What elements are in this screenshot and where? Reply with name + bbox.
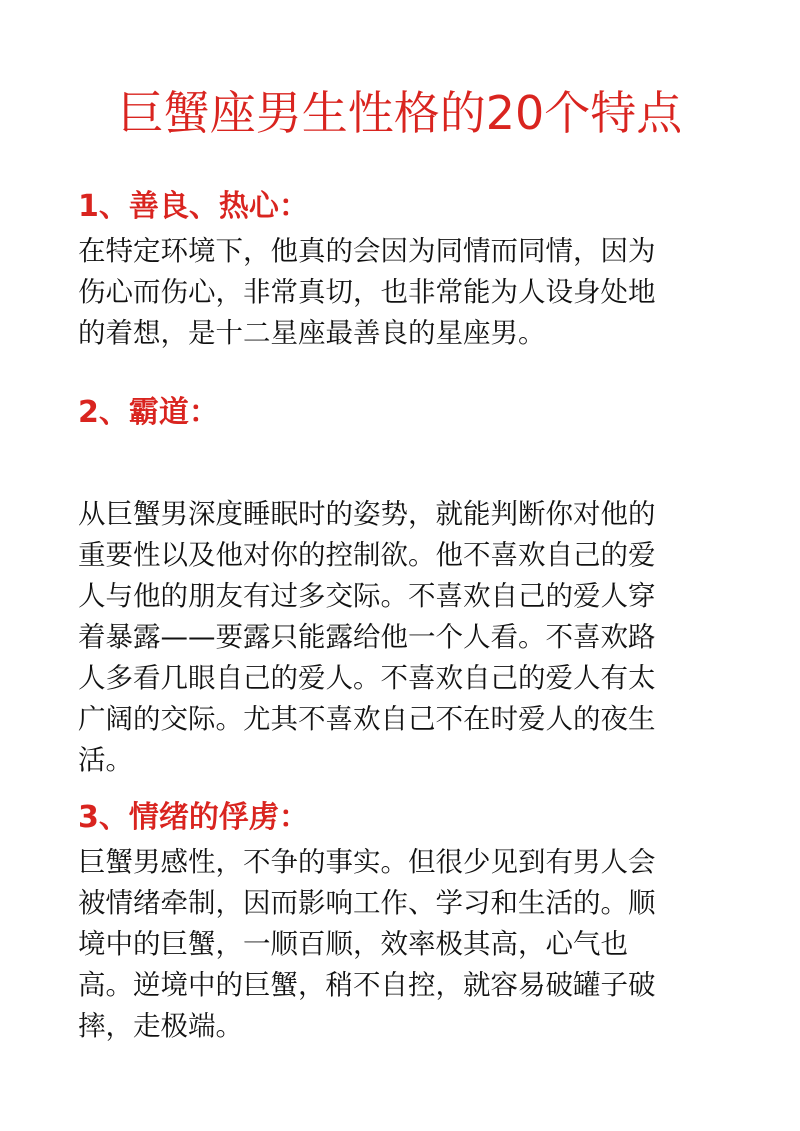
section-3-body — [78, 842, 728, 1047]
text-line: 着暴露——要露只能露给他一个人看。不喜欢路 — [78, 621, 656, 653]
section-2-heading: 2、霸道： — [78, 395, 219, 430]
text-line: 伤心而伤心，非常真切，也非常能为人设身处地 — [78, 276, 656, 308]
text-line: 人多看几眼自己的爱人。不喜欢自己的爱人有太 — [78, 662, 656, 694]
text-line: 境中的巨蟹，一顺百顺，效率极其高，心气也 — [78, 928, 628, 960]
section-3 — [78, 798, 728, 1047]
section-2-body — [78, 494, 728, 781]
text-line: 的着想，是十二星座最善良的星座男。 — [78, 317, 546, 349]
section-1-body — [78, 231, 728, 354]
text-line: 摔，走极端。 — [78, 1010, 243, 1042]
text-line: 人与他的朋友有过多交际。不喜欢自己的爱人穿 — [78, 580, 656, 612]
text-line: 高。逆境中的巨蟹，稍不自控，就容易破罐子破 — [78, 969, 656, 1001]
section-1 — [78, 187, 728, 354]
page-title: 巨蟹座男生性格的20个特点 — [117, 86, 683, 140]
text-line: 重要性以及他对你的控制欲。他不喜欢自己的爱 — [78, 539, 656, 571]
section-3-heading: 3、情绪的俘虏： — [78, 800, 309, 835]
section-2 — [78, 393, 728, 781]
text-line: 从巨蟹男深度睡眠时的姿势，就能判断你对他的 — [78, 498, 656, 530]
text-line: 巨蟹男感性，不争的事实。但很少见到有男人会 — [78, 846, 656, 878]
text-line: 活。 — [78, 744, 133, 776]
text-line: 被情绪牵制，因而影响工作、学习和生活的。顺 — [78, 887, 656, 919]
text-line: 在特定环境下，他真的会因为同情而同情，因为 — [78, 235, 656, 267]
section-1-heading: 1、善良、热心： — [78, 189, 309, 224]
text-line: 广阔的交际。尤其不喜欢自己不在时爱人的夜生 — [78, 703, 656, 735]
